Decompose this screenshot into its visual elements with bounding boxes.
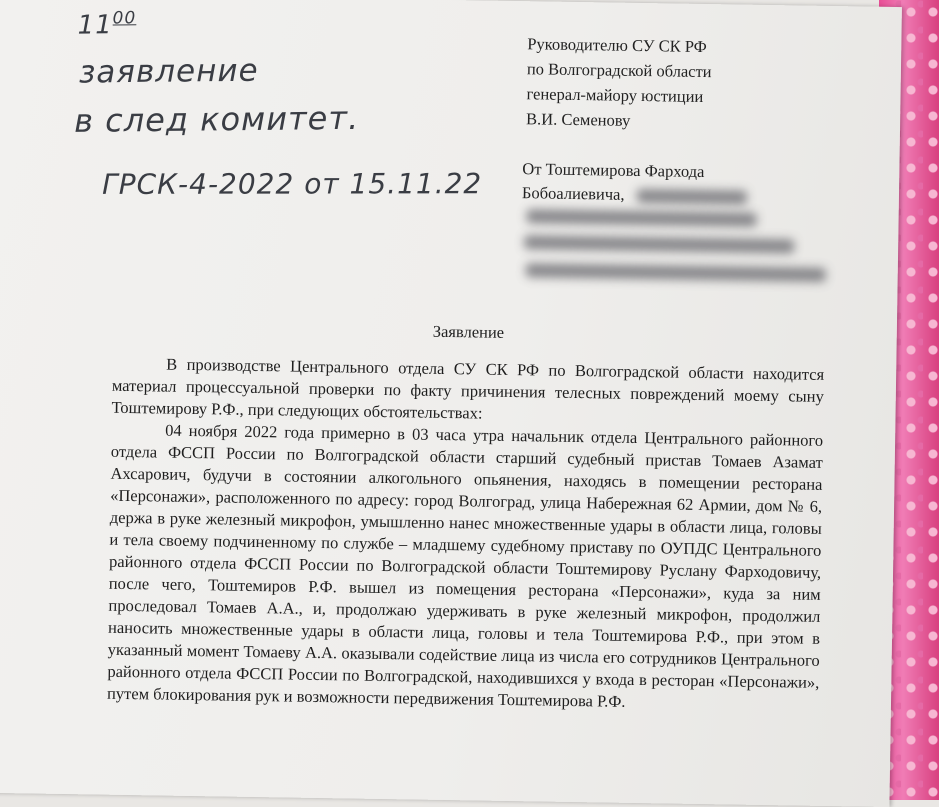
handwritten-note-line1: заявление [78, 52, 259, 91]
redacted-text [527, 209, 757, 227]
addressee-block [526, 31, 712, 134]
sender-line: Бобоалиевича, [521, 183, 625, 204]
handwritten-note-line2: в след комитет. [73, 98, 360, 140]
redacted-text [526, 263, 826, 282]
addressee-line: генерал-майору юстиции [526, 84, 704, 106]
body-paragraph: 04 ноября 2022 года примерно в 03 часа утра начальник отдела Центрального районного отдела ФССП России по Волгоградской области старший судебный пристав Томаев Азамат Ахсарович, будучи в состоянии алкогольного опьянения, находясь в помещении ресторана «Персонажи», расположенного по адресу: город Волгоград, улица Набережная 62 Армии, дом № 6, держа в руке железный микрофон, умышленно нанес множественные удары в области лица, головы и тела своему подчиненному по службе – младшему судебному приставу по ОУПДС Центрального районного отдела ФССП России по Волгоградской области Тоштемирову Руслану Фарходовичу, после чего, Тоштемиров Р.Ф. вышел из помещения ресторана «Персонажи», куда за ним проследовал Томаев А.А., и, продолжаю удерживать в руке железный микрофон, продолжил наносить множественные удары в области лица, головы и тела Тоштемирова Р.Ф., при этом в указанный момент Томаеву А.А. оказывали содействие лица из числа его сотрудников Центрального районного отдела ФССП России по Волгоградской, находившихся у входа в ресторан «Персонажи», путем блокирования рук и возможности передвижения Тоштемирова Р.Ф. [106, 420, 824, 711]
sender-line: От Тоштемирова Фархода [522, 159, 705, 182]
handwritten-registration-number: ГРСК-4-2022 от 15.11.22 [102, 167, 483, 201]
handwritten-number: $11^{00}$ [77, 8, 137, 41]
document-title: Заявление [432, 321, 505, 342]
addressee-line: В.И. Семенову [525, 109, 631, 130]
addressee-line: по Волгоградской области [526, 59, 712, 82]
redacted-text [524, 235, 794, 253]
document-body [107, 353, 824, 716]
redacted-text [637, 189, 747, 205]
addressee-line: Руководителю СУ СК РФ [527, 34, 707, 57]
body-paragraph: В производстве Центрального отдела СУ СК РФ по Волгоградской области находится материал процессуальной проверки по факту причинения телесных повреждений моему сыну Тоштемирову Р.Ф., при следующих обстоятельствах: [111, 354, 825, 423]
